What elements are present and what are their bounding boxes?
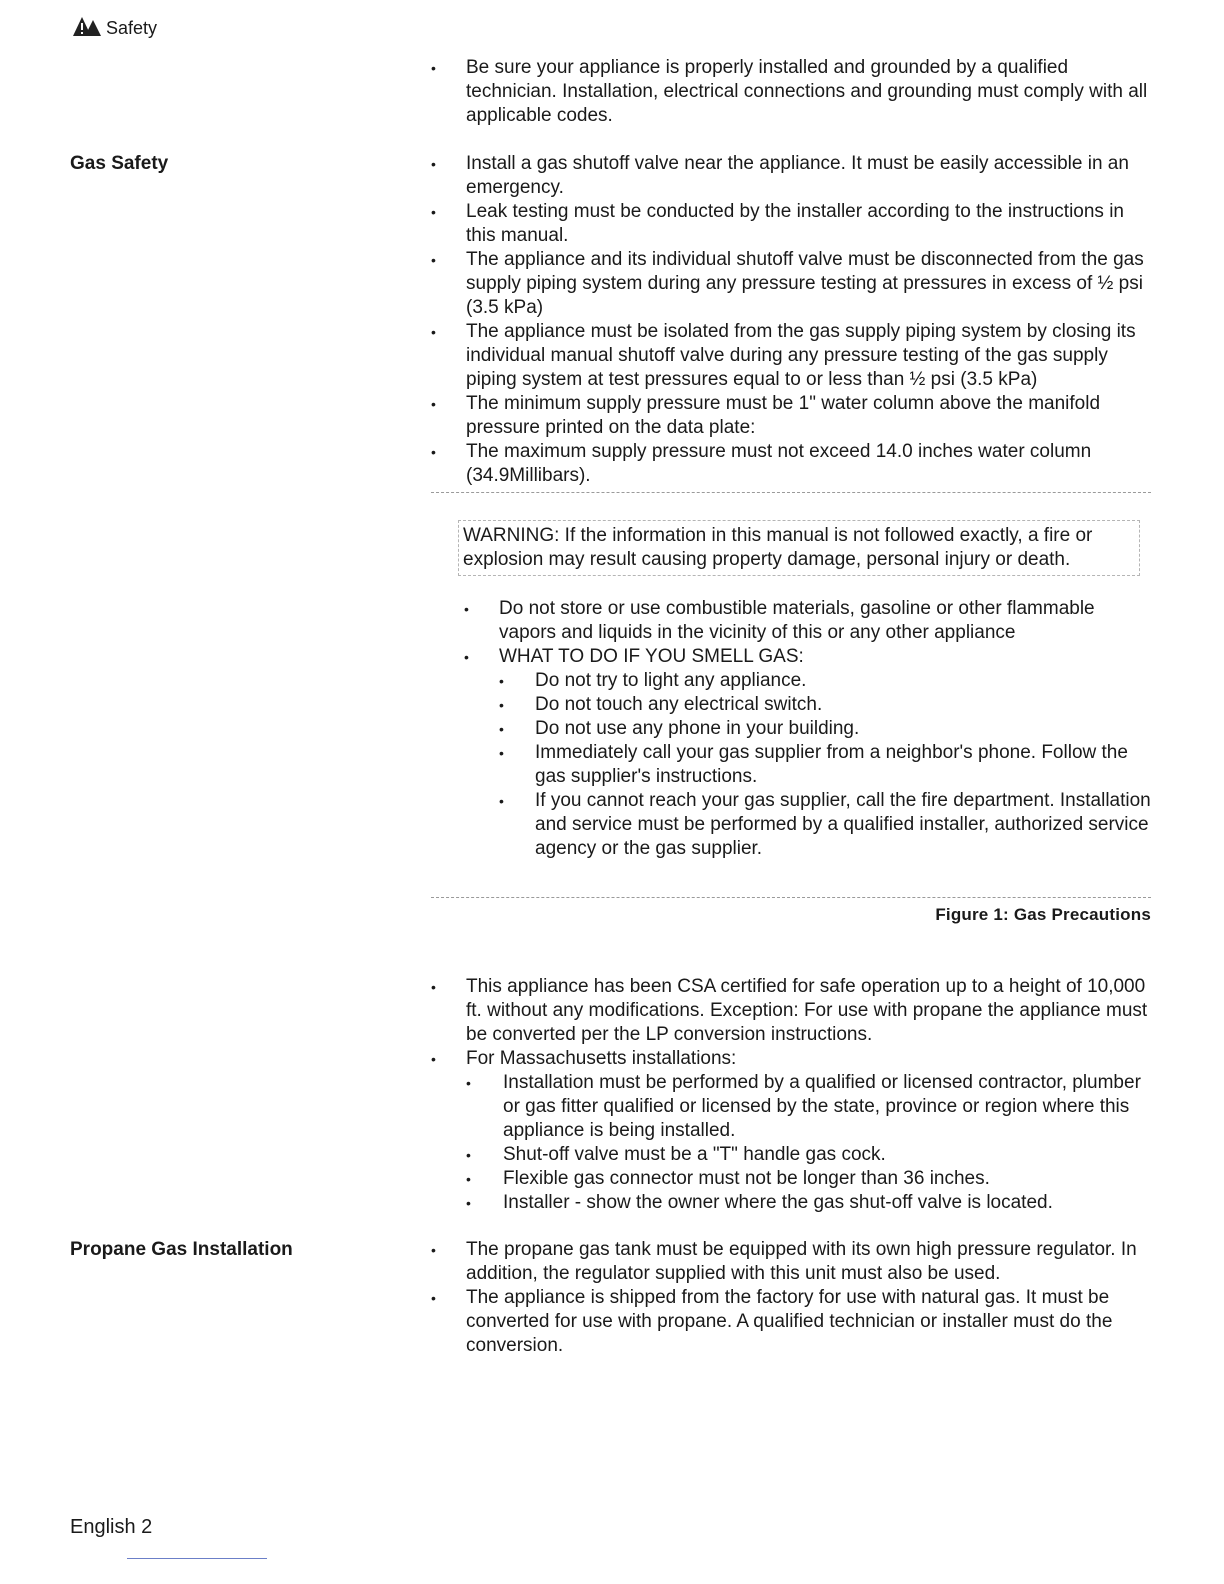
list-item [431, 1047, 1151, 1215]
list-item: • The appliance and its individual shutoff valve must be disconnected from the gas supply piping system during any pressure testing at pressures in excess of ½ psi (3.5 kPa) [431, 248, 1151, 320]
list-item: • Flexible gas connector must not be longer than 36 inches. [431, 1167, 1151, 1191]
list-item: • If you cannot reach your gas supplier, call the fire department. Installation and service must be performed by a qualified installer, authorized service agency or the gas supplier. [499, 789, 1154, 861]
smell-gas-steps [499, 669, 1154, 861]
footer-divider [127, 1558, 267, 1559]
page-number: English 2 [70, 1516, 153, 1538]
list-item: • Do not touch any electrical switch. [499, 693, 1154, 717]
gas-safety-list [431, 152, 1151, 488]
section-title-gas-safety: Gas Safety [70, 153, 169, 174]
list-item: • The propane gas tank must be equipped with its own high pressure regulator. In addition, the regulator supplied with this unit must also be used. [431, 1238, 1151, 1286]
gas-precautions-list [464, 597, 1154, 861]
propane-list [431, 1238, 1151, 1358]
list-item: • Shut-off valve must be a "T" handle gas cock. [431, 1143, 1151, 1167]
list-item: • Install a gas shutoff valve near the appliance. It must be easily accessible in an emergency. [431, 152, 1151, 200]
list-item: • The appliance is shipped from the factory for use with natural gas. It must be converted for use with propane. A qualified technician or installer must do the conversion. [431, 1286, 1151, 1358]
list-item: • Installation must be performed by a qualified or licensed contractor, plumber or gas fitter qualified or licensed by the state, province or region where this appliance is being installed. [431, 1071, 1151, 1143]
list-item: • Do not store or use combustible materials, gasoline or other flammable vapors and liquids in the vicinity of this or any other appliance [464, 597, 1154, 645]
list-item: • Leak testing must be conducted by the installer according to the instructions in this manual. [431, 200, 1151, 248]
list-item: • Installer - show the owner where the gas shut-off valve is located. [431, 1191, 1151, 1215]
section-title-propane: Propane Gas Installation [70, 1239, 293, 1260]
list-item: • Do not try to light any appliance. [499, 669, 1154, 693]
list-item: • Do not use any phone in your building. [499, 717, 1154, 741]
list-item [464, 645, 1154, 861]
list-item: • Be sure your appliance is properly installed and grounded by a qualified technician. Installation, electrical connections and grounding must comply with all applicable codes. [431, 56, 1151, 128]
figure-caption: Figure 1: Gas Precautions [935, 905, 1151, 924]
certification-list [431, 975, 1151, 1215]
massachusetts-steps [431, 1071, 1151, 1215]
list-item: • This appliance has been CSA certified for safe operation up to a height of 10,000 ft. without any modifications. Exception: For use with propane the appliance must be converted per the LP conversion instructions. [431, 975, 1151, 1047]
massachusetts-heading: For Massachusetts installations: [466, 1048, 737, 1069]
warning-triangle-icon [70, 14, 104, 43]
intro-block [431, 56, 1151, 128]
figure-bottom-divider [431, 897, 1151, 898]
list-item: • The minimum supply pressure must be 1" water column above the manifold pressure printed on the data plate: [431, 392, 1151, 440]
list-item: • Immediately call your gas supplier from a neighbor's phone. Follow the gas supplier's instructions. [499, 741, 1154, 789]
page-header [70, 14, 157, 43]
header-label: Safety [106, 18, 158, 38]
list-item: • The appliance must be isolated from the gas supply piping system by closing its individual manual shutoff valve during any pressure testing of the gas supply piping system at test pressures equal to or less than ½ psi (3.5 kPa) [431, 320, 1151, 392]
smell-gas-heading: WHAT TO DO IF YOU SMELL GAS: [499, 646, 804, 667]
list-item: • The maximum supply pressure must not exceed 14.0 inches water column (34.9Millibars). [431, 440, 1151, 488]
figure-top-divider [431, 492, 1151, 493]
warning-box: WARNING: If the information in this manual is not followed exactly, a fire or explosion may result causing property damage, personal injury or death. [458, 520, 1140, 576]
